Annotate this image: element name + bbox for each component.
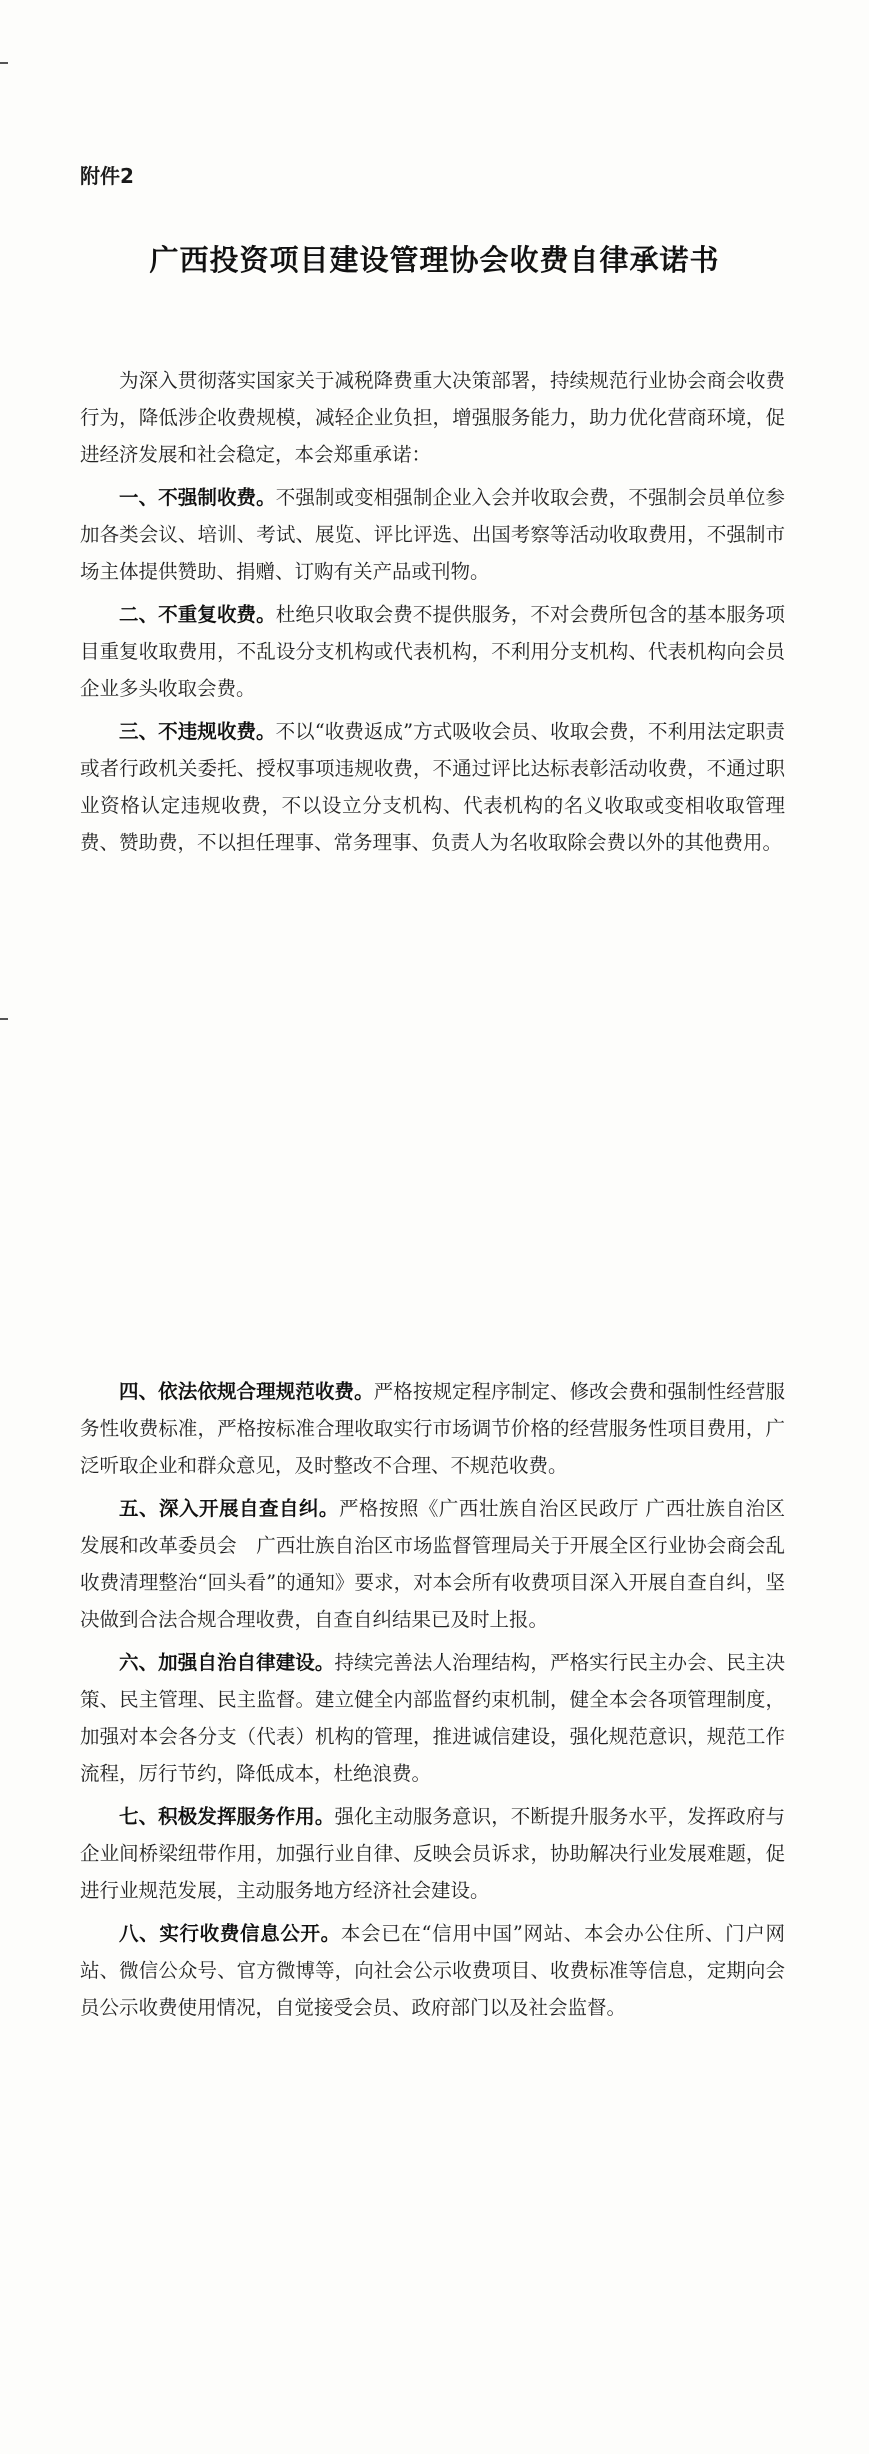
commitment-text: 杜绝只收取会费不提供服务，不对会费所包含的基本服务项目重复收取费用，不乱设分支机构或代表机构，不利用分支机构、代表机构向会员企业多头收取会费。 xyxy=(80,603,785,700)
commitment-text: 严格按规定程序制定、修改会费和强制性经营服务性收费标准，严格按标准合理收取实行市场调节价格的经营服务性项目费用，广泛听取企业和群众意见，及时整改不合理、不规范收费。 xyxy=(80,1380,785,1477)
commitment-paragraph xyxy=(80,1490,785,1638)
commitment-heading: 八、实行收费信息公开。 xyxy=(119,1922,341,1945)
attachment-label: 附件2 xyxy=(80,164,134,188)
commitment-text: 不以“收费返成”方式吸收会员、收取会费，不利用法定职责或者行政机关委托、授权事项违规收费，不通过评比达标表彰活动收费，不通过职业资格认定违规收费，不以设立分支机构、代表机构的名义收取或变相收取管理费、赞助费，不以担任理事、常务理事、负责人为名收取除会费以外的其他费用。 xyxy=(80,720,785,854)
commitment-heading: 六、加强自治自律建设。 xyxy=(119,1651,335,1674)
commitment-paragraph xyxy=(80,1915,785,2026)
commitment-heading: 二、不重复收费。 xyxy=(119,603,276,626)
scan-edge-mark xyxy=(0,62,8,64)
intro-paragraph: 为深入贯彻落实国家关于减税降费重大决策部署，持续规范行业协会商会收费行为，降低涉企收费规模，减轻企业负担，增强服务能力，助力优化营商环境，促进经济发展和社会稳定，本会郑重承诺： xyxy=(80,369,785,466)
commitment-heading: 四、依法依规合理规范收费。 xyxy=(119,1380,374,1403)
commitment-paragraph xyxy=(80,479,785,590)
commitment-text: 本会已在“信用中国”网站、本会办公住所、门户网站、微信公众号、官方微博等，向社会公示收费项目、收费标准等信息，定期向会员公示收费使用情况，自觉接受会员、政府部门以及社会监督。 xyxy=(80,1922,785,2019)
commitment-paragraph xyxy=(80,1373,785,1484)
commitment-paragraph xyxy=(80,1798,785,1909)
body-section-first xyxy=(80,362,785,861)
commitment-paragraph xyxy=(80,1644,785,1792)
commitment-text: 不强制或变相强制企业入会并收取会费，不强制会员单位参加各类会议、培训、考试、展览、评比评选、出国考察等活动收取费用，不强制市场主体提供赞助、捐赠、订购有关产品或刊物。 xyxy=(80,486,785,583)
commitment-paragraph xyxy=(80,596,785,707)
commitment-heading: 五、深入开展自查自纠。 xyxy=(119,1497,339,1520)
commitment-text: 强化主动服务意识，不断提升服务水平，发挥政府与企业间桥梁纽带作用，加强行业自律、反映会员诉求，协助解决行业发展难题，促进行业规范发展，主动服务地方经济社会建设。 xyxy=(80,1805,785,1902)
commitment-text: 持续完善法人治理结构，严格实行民主办会、民主决策、民主管理、民主监督。建立健全内部监督约束机制，健全本会各项管理制度，加强对本会各分支（代表）机构的管理，推进诚信建设，强化规范意识，规范工作流程，厉行节约，降低成本，杜绝浪费。 xyxy=(80,1651,785,1785)
commitment-heading: 一、不强制收费。 xyxy=(119,486,276,509)
scan-edge-mark xyxy=(0,1018,8,1020)
commitment-paragraph xyxy=(80,713,785,861)
document-title: 广西投资项目建设管理协会收费自律承诺书 xyxy=(149,243,720,277)
commitment-heading: 七、积极发挥服务作用。 xyxy=(119,1805,335,1828)
commitment-text: 严格按照《广西壮族自治区民政厅 广西壮族自治区发展和改革委员会 广西壮族自治区市场监督管理局关于开展全区行业协会商会乱收费清理整治“回头看”的通知》要求，对本会所有收费项目深入开展自查自纠，坚决做到合法合规合理收费，自查自纠结果已及时上报。 xyxy=(80,1497,785,1631)
commitment-heading: 三、不违规收费。 xyxy=(119,720,276,743)
body-section-second xyxy=(80,1373,785,2026)
